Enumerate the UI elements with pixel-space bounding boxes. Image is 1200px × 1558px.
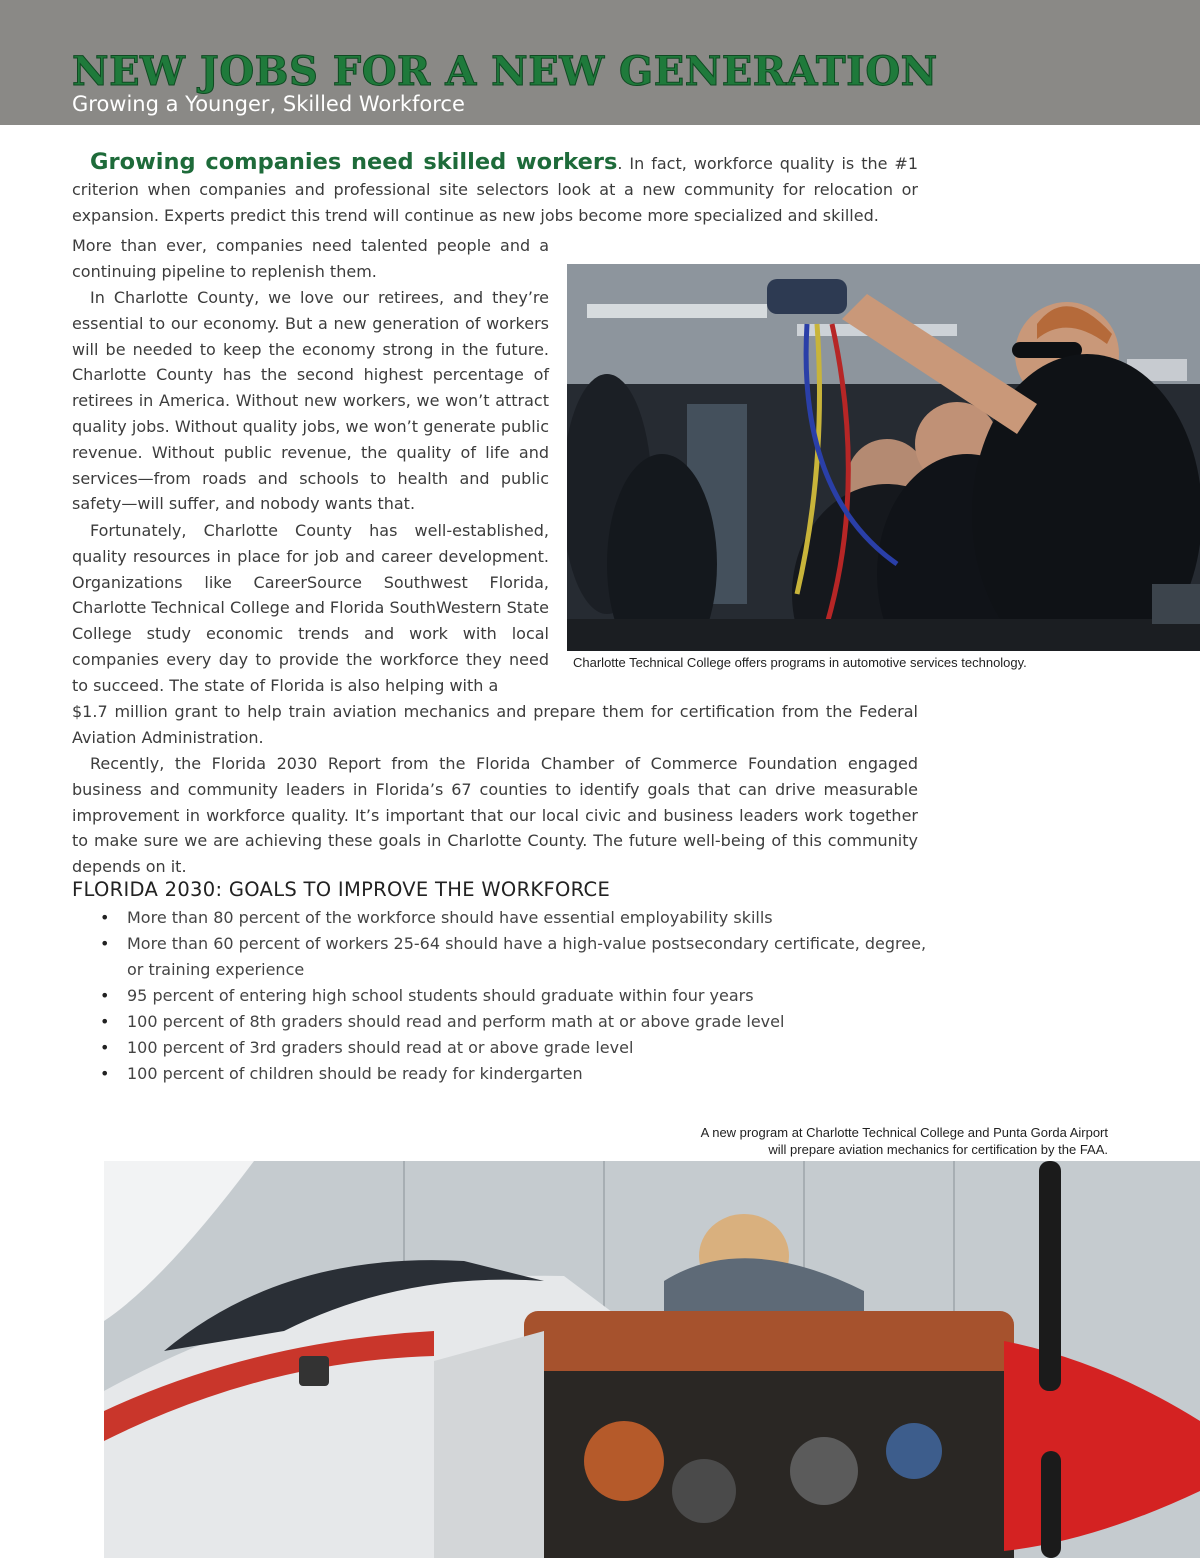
paragraph-retirees xyxy=(72,285,549,517)
aviation-mechanic-photo xyxy=(104,1161,1200,1558)
aviation-caption-line: will prepare aviation mechanics for certification by the FAA. xyxy=(768,1142,1108,1157)
goal-text: More than 60 percent of workers 25-64 should have a high-value postsecondary certificate, degree, or training experience xyxy=(127,934,927,979)
intro-wrap-text: More than ever, companies need talented people and a continuing pipeline to replenish them. xyxy=(72,236,549,281)
automotive-students-photo xyxy=(567,264,1200,651)
bullet-icon: • xyxy=(100,986,110,1005)
goal-item xyxy=(72,905,932,931)
goal-text: 100 percent of children should be ready for kindergarten xyxy=(127,1064,583,1083)
paragraph-grant-text: $1.7 million grant to help train aviation mechanics and prepare them for certification from the Federal Aviation Administration. xyxy=(72,702,918,747)
goal-item xyxy=(72,931,932,983)
goal-text: 100 percent of 8th graders should read and perform math at or above grade level xyxy=(127,1012,785,1031)
goal-item xyxy=(72,1009,932,1035)
bullet-icon: • xyxy=(100,908,110,927)
goal-item xyxy=(72,983,932,1009)
goals-heading: FLORIDA 2030: GOALS TO IMPROVE THE WORKFORCE xyxy=(72,878,611,901)
goals-list xyxy=(72,905,932,1087)
bullet-icon: • xyxy=(100,934,110,953)
goal-item xyxy=(72,1061,932,1087)
page-subtitle: Growing a Younger, Skilled Workforce xyxy=(72,92,465,116)
intro-lead: Growing companies need skilled workers xyxy=(90,149,618,175)
bullet-icon: • xyxy=(100,1038,110,1057)
aviation-photo-caption xyxy=(648,1124,1108,1158)
page-header-band xyxy=(0,0,1200,125)
goal-text: 100 percent of 3rd graders should read at or above grade level xyxy=(127,1038,634,1057)
paragraph-florida-2030 xyxy=(72,751,918,880)
intro-paragraph xyxy=(72,150,918,228)
bullet-icon: • xyxy=(100,1012,110,1031)
goal-text: More than 80 percent of the workforce should have essential employability skills xyxy=(127,908,773,927)
automotive-photo-caption: Charlotte Technical College offers programs in automotive services technology. xyxy=(573,655,1027,670)
paragraph-resources-text: Fortunately, Charlotte County has well-established, quality resources in place for job and career development. Organizations like CareerSource Southwest Florida, Charlotte Technical College and Florida SouthWestern State College study economic trends and work with local companies every day to provide the workforce they need to succeed. The state of Florida is also helping with a xyxy=(72,521,549,695)
aviation-caption-line: A new program at Charlotte Technical College and Punta Gorda Airport xyxy=(700,1125,1108,1140)
paragraph-florida-2030-text: Recently, the Florida 2030 Report from the Florida Chamber of Commerce Foundation engaged business and community leaders in Florida’s 67 counties to identify goals that can drive measurable improvement in workforce quality. It’s important that our local civic and business leaders work together to make sure we are achieving these goals in Charlotte County. The future well-being of this community depends on it. xyxy=(72,754,918,877)
page-title: NEW JOBS FOR A NEW GENERATION xyxy=(72,48,938,95)
paragraph-retirees-text: In Charlotte County, we love our retirees, and they’re essential to our economy. But a new generation of workers will be needed to keep the economy strong in the future. Charlotte County has the second highest percentage of retirees in America. Without new workers, we won’t attract quality jobs. Without quality jobs, we won’t generate public revenue. Without public revenue, the quality of life and services—from roads and schools to health and public safety—will suffer, and nobody wants that. xyxy=(72,288,549,514)
goal-item xyxy=(72,1035,932,1061)
intro-rest: . In fact, workforce quality is the #1 criterion when companies and professional site selectors look at a new community for relocation or expansion. Experts predict this trend will continue as new jobs become more specialized and skilled. xyxy=(72,154,919,225)
paragraph-resources xyxy=(72,518,549,699)
goal-text: 95 percent of entering high school students should graduate within four years xyxy=(127,986,754,1005)
bullet-icon: • xyxy=(100,1064,110,1083)
